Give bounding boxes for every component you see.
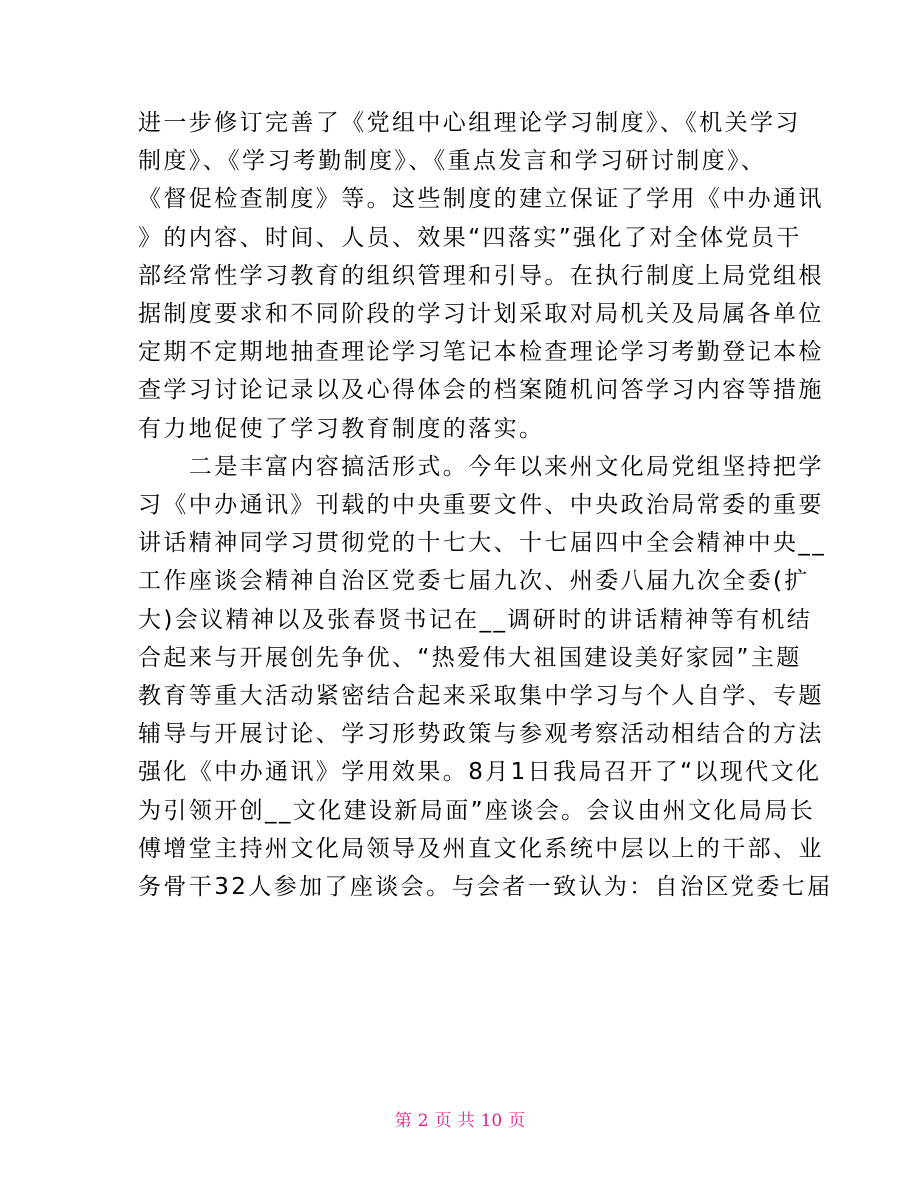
text-line: 合起来与开展创先争优、“热爱伟大祖国建设美好家园”主题 (138, 644, 802, 671)
text-line: 《督促检查制度》等。这些制度的建立保证了学用《中办通讯 (138, 186, 824, 213)
footer-label-unit2: 页 (508, 1111, 526, 1131)
page-footer (0, 1113, 920, 1130)
text-line: 讲话精神同学习贯彻党的十七大、十七届四中全会精神中央__ (138, 530, 827, 557)
text-line: 工作座谈会精神自治区党委七届九次、州委八届九次全委(扩 (138, 568, 810, 595)
text-line: 二是丰富内容搞活形式。今年以来州文化局党组坚持把学 (138, 453, 824, 480)
text-line: 大)会议精神以及张春贤书记在__调研时的讲话精神等有机结 (138, 606, 813, 633)
text-line: 傅增堂主持州文化局领导及州直文化系统中层以上的干部、业 (138, 835, 824, 862)
footer-total-pages: 10 (480, 1111, 503, 1131)
footer-label-total: 共 (457, 1111, 475, 1131)
footer-label-unit: 页 (434, 1111, 452, 1131)
text-line: 部经常性学习教育的组织管理和引导。在执行制度上局党组根 (138, 262, 824, 289)
text-line: 强化《中办通讯》学用效果。8月1日我局召开了“以现代文化 (138, 759, 822, 786)
text-line: 进一步修订完善了《党组中心组理论学习制度》、《机关学习 (138, 110, 801, 136)
text-line: 查学习讨论记录以及心得体会的档案随机问答学习内容等措施 (138, 377, 824, 404)
text-line: 教育等重大活动紧密结合起来采取集中学习与个人自学、专题 (138, 683, 824, 709)
text-line: 》的内容、时间、人员、效果“四落实”强化了对全体党员干 (138, 224, 802, 251)
text-line: 据制度要求和不同阶段的学习计划采取对局机关及局属各单位 (138, 301, 824, 327)
text-line: 为引领开创__文化建设新局面”座谈会。会议由州文化局局长 (138, 797, 816, 824)
footer-current-page: 2 (417, 1111, 429, 1131)
text-line: 有力地促使了学习教育制度的落实。 (138, 415, 545, 442)
text-line: 制度》、《学习考勤制度》、《重点发言和学习研讨制度》、 (138, 148, 767, 175)
text-line: 定期不定期地抽查理论学习笔记本检查理论学习考勤登记本检 (138, 339, 824, 366)
text-line: 辅导与开展讨论、学习形势政策与参观考察活动相结合的方法 (138, 721, 824, 748)
text-line: 务骨干32人参加了座谈会。与会者一致认为：自治区党委七届 (138, 874, 833, 900)
footer-label-page: 第 (394, 1111, 412, 1131)
text-line: 习《中办通讯》刊载的中央重要文件、中央政治局常委的重要 (138, 492, 824, 518)
